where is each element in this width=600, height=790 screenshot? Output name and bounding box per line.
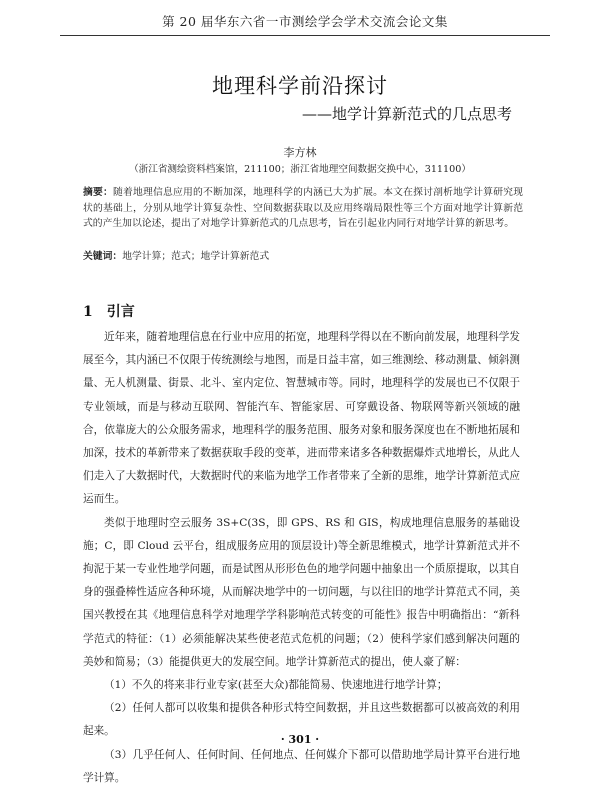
keywords-text: 地学计算；范式；地学计算新范式 (122, 251, 270, 262)
section-title: 引言 (106, 304, 135, 320)
paragraph: 近年来，随着地理信息在行业中应用的拓宽，地理科学得以在不断向前发展，地理科学发展至今，其内涵已不仅限于传统测绘与地图，而是日益丰富，如三维测绘、移动测量、倾斜测量、无人机测量、街景、北斗、室内定位、智慧城市等。同时，地理科学的发展也已不仅限于专业领域，而是与移动互联网、智能汽车、智能家居、可穿戴设备、物联网等新兴领域的融合，依靠庞大的公众服务需求，地理科学的服务范围、服务对象和服务深度也在不断地拓展和加深，技术的革新带来了数据获取手段的变革，进而带来诸多各种数据爆炸式地增长，从此人们走入了大数据时代，大数据时代的来临为地学工作者带来了全新的思维，地学计算新范式应运而生。 (83, 331, 520, 506)
body-text (83, 326, 520, 790)
paragraph: （1）不久的将来非行业专家(甚至大众)都能简易、快速地进行地学计算； (104, 679, 448, 692)
section-number: 1 (83, 304, 93, 320)
author-name: 李方林 (283, 146, 317, 159)
abstract (83, 185, 523, 232)
section-heading (83, 301, 135, 321)
abstract-text: 随着地理信息应用的不断加深，地理科学的内涵已大为扩展。本文在探讨剖析地学计算研究现状的基础上，分别从地学计算复杂性、空间数据获取以及应用终端局限性等三个方面对地学计算新范式的产生加以论述，提出了对地学计算新范式的几点思考，旨在引起业内同行对地学计算的新思考。 (83, 187, 524, 229)
article-subtitle: ——地学计算新范式的几点思考 (301, 105, 512, 123)
abstract-label: 摘要： (83, 187, 114, 198)
paragraph: （3）几乎任何人、任何时间、任何地点、任何媒介下都可以借助地学局计算平台进行地学计算。 (83, 748, 520, 784)
article-title: 地理科学前沿探讨 (212, 74, 388, 98)
paragraph: （2）任何人都可以收集和提供各种形式特空间数据，并且这些数据都可以被高效的利用起来。 (83, 702, 520, 738)
author-affiliation: （浙江省测绘资料档案馆，211100；浙江省地理空间数据交换中心，311100） (129, 164, 471, 175)
paragraph: 类似于地理时空云服务 3S+C(3S，即 GPS、RS 和 GIS，构成地理信息服务的基础设施；C，即 Cloud 云平台，组成服务应用的顶层设计)等全新思维模式，地学计算新范式并不拘泥于某一专业性地学问题，而是试图从形形色色的地学问题中抽象出一个质原提取，以其自身的强叠棒性适应各种环境，从而解决地学中的一切问题，与以往旧的地学计算范式不同，美国兴教授在其《地理信息科学对地理学学科影响范式转变的可能性》报告中明确指出：“新科学范式的特征：（1）必须能解决某些使老范式危机的问题；（2）使科学家们感到解决问题的美妙和简易；（3）能提供更大的发展空间。地学计算新范式的提出，使人豪了解： (83, 516, 520, 668)
keywords-label: 关键词： (83, 251, 123, 262)
page-number: · 301 · (280, 733, 320, 746)
running-header: 第 20 届华东六省一市测绘学会学术交流会论文集 (60, 12, 550, 36)
keywords (83, 248, 523, 262)
